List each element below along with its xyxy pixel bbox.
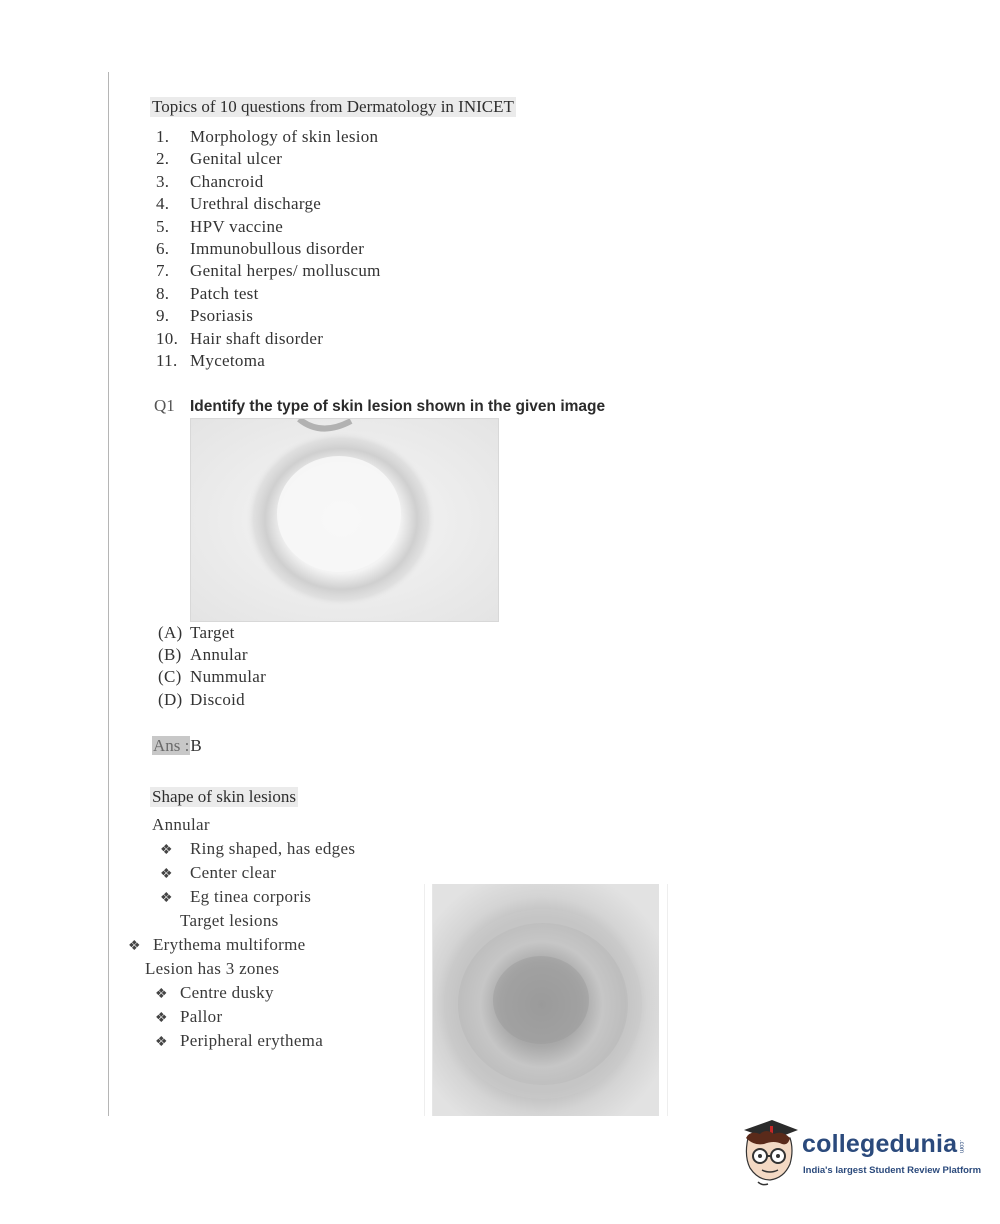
shapes-heading: Shape of skin lesions: [152, 787, 297, 806]
page-margin-line: [108, 72, 109, 1116]
list-item: 2. Genital ulcer: [156, 149, 283, 169]
question-text: Identify the type of skin lesion shown in the given image: [190, 398, 606, 415]
question-number: Q1: [154, 396, 175, 415]
option-d: (D) Discoid: [158, 689, 245, 709]
annular-lesion-image: [190, 418, 499, 622]
option-b: (B) Annular: [158, 645, 248, 665]
list-item: 10. Hair shaft disorder: [156, 328, 324, 348]
list-item: 1. Morphology of skin lesion: [156, 127, 379, 146]
list-item: 4. Urethral discharge: [156, 194, 322, 214]
target-lesion-illustration: [433, 884, 659, 1116]
target-lesion-image: [432, 884, 659, 1116]
bullet-icon: ❖: [155, 987, 168, 1002]
list-item: ❖ Centre dusky: [155, 982, 274, 1006]
list-item: ❖ Eg tinea corporis: [160, 886, 311, 910]
answer-label: Ans :: [153, 736, 190, 755]
list-item: 3. Chancroid: [156, 171, 264, 191]
list-item: ❖ Peripheral erythema: [155, 1030, 323, 1054]
list-item: ❖ Pallor: [155, 1006, 222, 1030]
bullet-icon: ❖: [160, 867, 173, 882]
bullet-icon: ❖: [160, 891, 173, 906]
bullet-icon: ❖: [155, 1011, 168, 1026]
option-a: (A) Target: [158, 623, 235, 642]
question-row: [154, 396, 605, 417]
list-item: ❖ Center clear: [160, 862, 276, 886]
answer-options: [158, 622, 266, 711]
brand-com: .com: [958, 1140, 964, 1154]
annular-title: Annular: [152, 815, 210, 834]
annular-lesion-illustration: [191, 419, 498, 621]
zones-title: Lesion has 3 zones: [145, 959, 280, 978]
topics-list: [156, 126, 381, 372]
list-item: ❖ Ring shaped, has edges: [160, 838, 355, 862]
list-item: 9. Psoriasis: [156, 306, 254, 326]
brand-name: collegedunia: [802, 1130, 958, 1158]
list-item: 7. Genital herpes/ molluscum: [156, 261, 381, 281]
list-item: 11. Mycetoma: [156, 350, 266, 370]
answer-value: B: [190, 736, 202, 755]
list-item: 6. Immunobullous disorder: [156, 238, 365, 258]
bullet-icon: ❖: [160, 843, 173, 858]
list-item: 5. HPV vaccine: [156, 216, 284, 236]
target-title: Target lesions: [180, 911, 279, 930]
bullet-icon: ❖: [128, 939, 141, 954]
topics-heading: Topics of 10 questions from Dermatology in INICET: [152, 97, 514, 116]
answer-row: [152, 736, 202, 756]
list-item: 8. Patch test: [156, 283, 259, 303]
mascot-icon: [738, 1116, 802, 1188]
option-c: (C) Nummular: [158, 667, 267, 687]
bullet-icon: ❖: [155, 1035, 168, 1050]
brand-tagline: India's largest Student Review Platform: [803, 1165, 982, 1176]
collegedunia-logo: [738, 1116, 982, 1188]
list-item: ❖ Erythema multiforme: [128, 934, 306, 958]
